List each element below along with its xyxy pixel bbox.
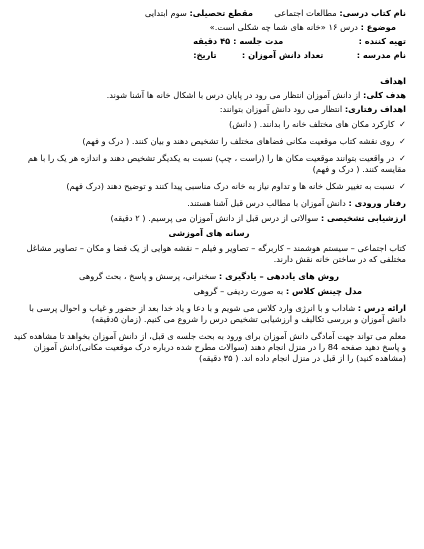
preparer-label: تهیه کننده : [358, 36, 406, 46]
behavioral-goals-text: انتظار می رود دانش آموزان بتوانند: [219, 104, 343, 114]
general-goal-label: هدف کلی: [363, 90, 406, 100]
diagnostic-assessment [12, 213, 406, 224]
check-icon: ✓ [399, 153, 406, 163]
teaching-methods [12, 271, 406, 282]
classroom-text: به صورت ردیفی – گروهی [193, 286, 284, 296]
goal-item-2: ✓ روی نقشه کتاب موقعیت مکانی فضاهای مختلف را تشخیص دهند و بیان کنند. ( درک و فهم) [82, 136, 406, 146]
entry-behavior-label: رفتار ورودی : [348, 198, 406, 208]
check-icon: ✓ [399, 181, 406, 191]
classroom-layout [12, 286, 406, 297]
classroom-label: مدل چینش کلاس : [285, 286, 362, 296]
behavioral-goals [12, 104, 406, 115]
book-label: نام کتاب درسی: [339, 8, 406, 18]
goal-item-1: ✓ کارکرد مکان های مختلف خانه را بدانند. ( دانش) [229, 119, 406, 129]
methods-label: روش های یاددهی – یادگیری : [218, 271, 340, 281]
media-heading: رسانه های آموزشی [168, 228, 250, 238]
behavioral-goals-label: اهداف رفتاری: [344, 104, 406, 114]
topic-line [12, 20, 406, 34]
book-grade-line [12, 6, 406, 20]
teacher-note: معلم می تواند جهت آمادگی دانش آموزان برای ورود به بحث جلسه ی قبل، از دانش آموزان بخواهد تا مشاهده کنید و پاسخ دهید صفحه 84 را در منزل انجام دهند (سوالات مطرح شده درباره درک موقعیت مکانی)دانش آموزان (مشاهده کنید) را از قبل در منزل انجام داده اند. ( ۳۵ دقیقه) [13, 331, 406, 363]
book-value: مطالعات اجتماعی [274, 8, 337, 18]
preparer-line [12, 34, 406, 48]
lesson-presentation [12, 303, 406, 325]
entry-behavior-text: دانش آموزان با مطالب درس قبل آشنا هستند. [187, 198, 346, 208]
check-icon: ✓ [399, 136, 406, 146]
diagnostic-label: ارزشیابی تشخیصی : [320, 213, 406, 223]
general-goal [12, 90, 406, 101]
goal-item-4: ✓ نسبت به تغییر شکل خانه ها و تداوم نیاز به خانه درک مناسبی پیدا کنند و توضیح دهند (درک فهم) [66, 181, 406, 191]
school-line [12, 48, 406, 62]
entry-behavior [12, 198, 406, 209]
presentation-label: ارائه درس : [357, 303, 406, 313]
methods-text: سخنرانی، پرسش و پاسخ ، بحث گروهی [78, 271, 217, 281]
students-label: تعداد دانش آموزان : [241, 50, 324, 60]
goals-heading: اهداف [380, 76, 406, 86]
check-icon: ✓ [399, 119, 406, 129]
grade-label: مقطع تحصیلی: [189, 8, 253, 18]
duration-label: مدت جلسه : ۴۵ دقیقه [193, 36, 284, 46]
lesson-header [12, 6, 406, 62]
school-label: نام مدرسه : [356, 50, 406, 60]
date-label: تاریخ: [193, 50, 217, 60]
grade-value: سوم ابتدایی [144, 8, 187, 18]
topic-label: موضوع : [360, 22, 396, 32]
media-text: کتاب اجتماعی – سیستم هوشمند – کاربرگه – تصاویر و فیلم – نقشه هوایی از یک فضا و مکان – تصاویر مشاغل مختلفی که در ساختن خانه نقش دارند. [26, 243, 406, 264]
presentation-text: شاداب و با انرژی وارد کلاس می شویم و با دعا و یاد خدا بعد از حضور و غیاب و احوال پرسی با دانش آموزان و بررسی تکالیف و ارزشیابی تشخیص درس را شروع می کنیم. (زمان ۵دقیقه) [29, 303, 406, 324]
topic-value: درس ۱۶ «خانه های شما چه شکلی است.» [209, 22, 358, 32]
general-goal-text: از دانش آموزان انتظار می رود در پایان درس با اشکال خانه ها آشنا شوند. [106, 90, 361, 100]
goal-item-3: ✓ در واقعیت بتوانند موقعیت مکان ها را (راست ، چپ) نسبت به یکدیگر تشخیص دهند و اندازه هر یک را با هم مقایسه کنند. ( درک و فهم) [27, 153, 406, 174]
diagnostic-text: سوالاتی از درس قبل از دانش آموزان می پرسیم. ( ۲ دقیقه) [110, 213, 319, 223]
